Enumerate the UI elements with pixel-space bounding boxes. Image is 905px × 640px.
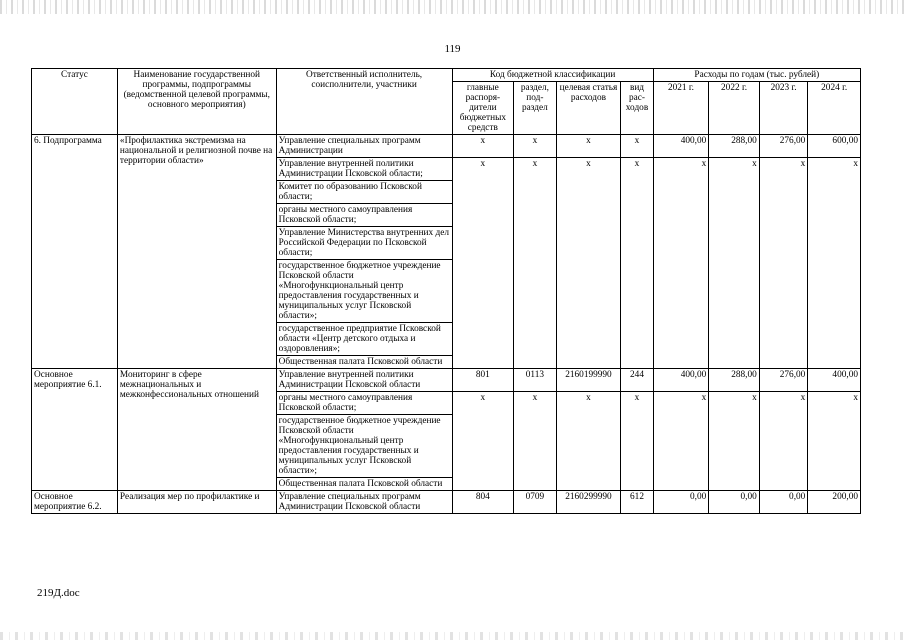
cell-executor: Управление внутренней политики Администрации Псковской области [276,369,452,392]
cell-y2024: x [808,392,861,491]
cell-vr: 244 [621,369,653,392]
cell-y2023: 0,00 [759,491,808,514]
cell-y2022: x [709,158,760,369]
cell-executor: Управление специальных программ Администрации [276,135,452,158]
cell-y2021: x [653,158,709,369]
cell-y2021: x [653,392,709,491]
cell-vr: x [621,392,653,491]
scan-edge-bottom [0,632,905,640]
header-vr: вид рас-ходов [621,82,653,135]
cell-vr: 612 [621,491,653,514]
cell-grbs: 804 [452,491,514,514]
header-grbs: главные распоря-дители бюджетных средств [452,82,514,135]
header-status: Статус [32,69,118,135]
table-row [32,369,861,392]
cell-grbs: x [452,392,514,491]
cell-name: Мониторинг в сфере межнациональных и межконфессиональных отношений [117,369,276,491]
cell-csr: 2160199990 [556,369,621,392]
header-csr: целевая статья расходов [556,82,621,135]
budget-table [31,68,861,514]
header-year-2024: 2024 г. [808,82,861,135]
header-year-2022: 2022 г. [709,82,760,135]
cell-y2021: 0,00 [653,491,709,514]
table-row [32,491,861,514]
cell-y2024: x [808,158,861,369]
cell-y2021: 400,00 [653,135,709,158]
cell-status: Основное мероприятие 6.2. [32,491,118,514]
executor-item: органы местного самоуправления Псковской области; [277,203,452,226]
footer-filename: 219Д.doc [37,587,80,599]
cell-rzpr: x [514,392,556,491]
cell-vr: x [621,158,653,369]
cell-grbs: x [452,158,514,369]
cell-executor-list [276,158,452,369]
cell-rzpr: 0709 [514,491,556,514]
cell-y2022: x [709,392,760,491]
header-executor: Ответственный исполнитель, соисполнители, участники [276,69,452,135]
header-year-2021: 2021 г. [653,82,709,135]
header-name: Наименование государственной программы, подпрограммы (ведомственной целевой программы, основного мероприятия) [117,69,276,135]
cell-y2023: 276,00 [759,135,808,158]
cell-y2024: 400,00 [808,369,861,392]
cell-grbs: 801 [452,369,514,392]
cell-y2022: 0,00 [709,491,760,514]
cell-csr: x [556,392,621,491]
cell-rzpr: x [514,158,556,369]
executor-item: Общественная палата Псковской области [277,355,452,368]
cell-status: Основное мероприятие 6.1. [32,369,118,491]
cell-executor: Управление специальных программ Администрации Псковской области [276,491,452,514]
executor-item: Управление Министерства внутренних дел Российской Федерации по Псковской области; [277,226,452,259]
cell-executor-list [276,392,452,491]
executor-item: государственное бюджетное учреждение Псковской области «Многофункциональный центр предоставления государственных и муниципальных услуг Псковской области»; [277,414,452,477]
cell-csr: x [556,158,621,369]
cell-y2023: 276,00 [759,369,808,392]
cell-y2022: 288,00 [709,135,760,158]
header-rzpr: раздел, под-раздел [514,82,556,135]
page-number: 119 [444,43,461,55]
executor-item: государственное бюджетное учреждение Псковской области «Многофункциональный центр предоставления государственных и муниципальных услуг Псковской области»; [277,259,452,322]
cell-vr: x [621,135,653,158]
executor-item: Общественная палата Псковской области [277,477,452,490]
cell-y2023: x [759,392,808,491]
table-header [32,69,861,135]
cell-y2023: x [759,158,808,369]
executor-item: Комитет по образованию Псковской области; [277,180,452,203]
cell-grbs: x [452,135,514,158]
cell-status: 6. Подпрограмма [32,135,118,369]
cell-rzpr: x [514,135,556,158]
cell-name: «Профилактика экстремизма на национальной и религиозной почве на территории области» [117,135,276,369]
scan-edge-top [0,0,905,14]
header-year-2023: 2023 г. [759,82,808,135]
cell-y2024: 200,00 [808,491,861,514]
cell-csr: 2160299990 [556,491,621,514]
cell-csr: x [556,135,621,158]
cell-y2024: 600,00 [808,135,861,158]
cell-name: Реализация мер по профилактике и [117,491,276,514]
header-expenses: Расходы по годам (тыс. рублей) [653,69,860,82]
table-row [32,135,861,158]
cell-y2021: 400,00 [653,369,709,392]
cell-y2022: 288,00 [709,369,760,392]
cell-rzpr: 0113 [514,369,556,392]
executor-item: органы местного самоуправления Псковской области; [278,393,413,413]
header-budget-code: Код бюджетной классификации [452,69,653,82]
executor-item: государственное предприятие Псковской области «Центр детского отдыха и оздоровления»; [277,322,452,355]
executor-item: Управление внутренней политики Администрации Псковской области; [278,159,423,179]
